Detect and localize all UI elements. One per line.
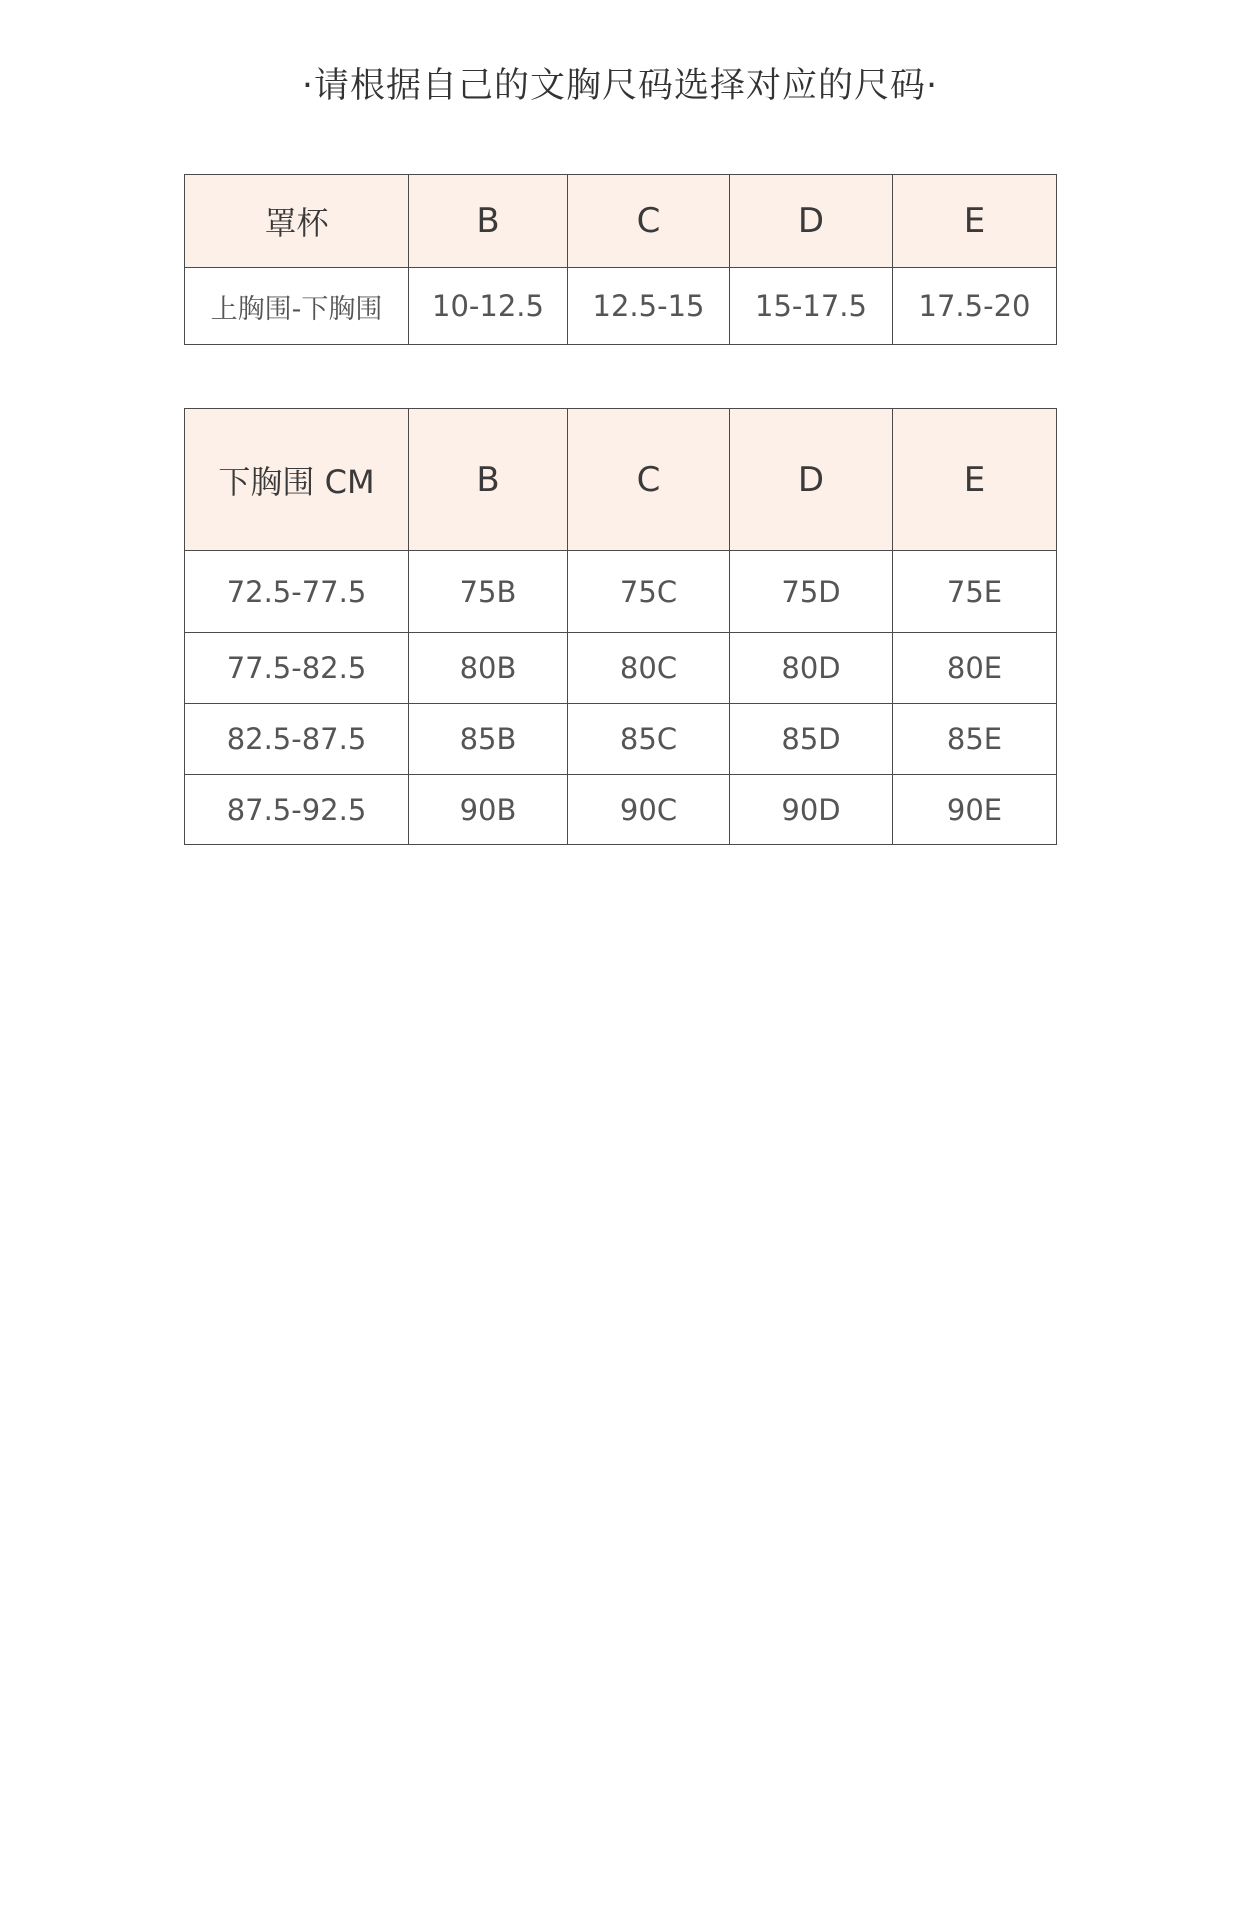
table-row [185, 633, 1057, 704]
table-cell: 75B [409, 551, 568, 633]
table-cell: 85E [893, 704, 1057, 775]
table-cell: 17.5-20 [893, 268, 1057, 345]
band-header-e: E [893, 409, 1057, 551]
table-header-row [185, 175, 1057, 268]
table-cell: 90B [409, 775, 568, 845]
table-cell: 12.5-15 [568, 268, 730, 345]
table-row [185, 704, 1057, 775]
cup-header-b: B [409, 175, 568, 268]
table-cell: 15-17.5 [730, 268, 893, 345]
table-cell: 85C [568, 704, 730, 775]
table-cell: 10-12.5 [409, 268, 568, 345]
table-cell: 85B [409, 704, 568, 775]
table-header-row [185, 409, 1057, 551]
cup-header-e: E [893, 175, 1057, 268]
row-label: 上胸围-下胸围 [185, 268, 409, 345]
table-cell: 80D [730, 633, 893, 704]
table-cell: 90D [730, 775, 893, 845]
band-header-b: B [409, 409, 568, 551]
cup-header-d: D [730, 175, 893, 268]
table-cell: 75C [568, 551, 730, 633]
cup-size-table [184, 174, 1057, 345]
table-cell: 90E [893, 775, 1057, 845]
table-cell: 75E [893, 551, 1057, 633]
table-cell: 80B [409, 633, 568, 704]
row-label: 77.5-82.5 [185, 633, 409, 704]
band-header-d: D [730, 409, 893, 551]
row-label: 82.5-87.5 [185, 704, 409, 775]
table-row [185, 551, 1057, 633]
band-header-c: C [568, 409, 730, 551]
table-cell: 85D [730, 704, 893, 775]
table-row [185, 268, 1057, 345]
table-cell: 75D [730, 551, 893, 633]
cup-header-c: C [568, 175, 730, 268]
band-size-table [184, 408, 1057, 845]
table-cell: 90C [568, 775, 730, 845]
table-cell: 80C [568, 633, 730, 704]
row-label: 87.5-92.5 [185, 775, 409, 845]
cup-header-label: 罩杯 [185, 175, 409, 268]
table-row [185, 775, 1057, 845]
table-cell: 80E [893, 633, 1057, 704]
page-title: ·请根据自己的文胸尺码选择对应的尺码· [301, 66, 939, 106]
band-header-label: 下胸围 CM [185, 409, 409, 551]
row-label: 72.5-77.5 [185, 551, 409, 633]
